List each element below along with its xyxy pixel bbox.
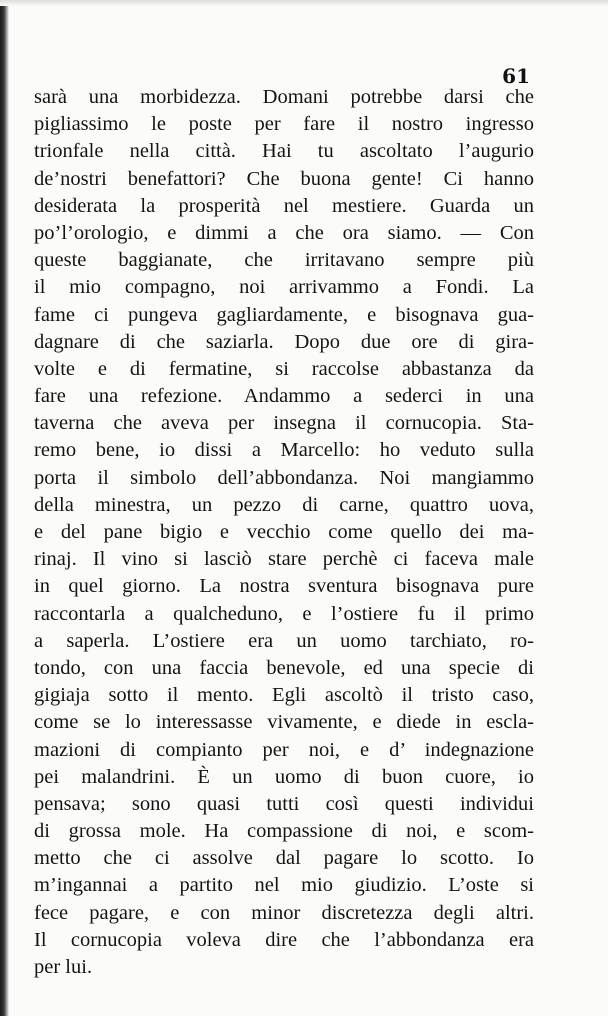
text-line: tondo, con una faccia benevole, ed una specie di — [34, 656, 534, 679]
text-line: rinaj. Il vino si lasciò stare perchè ci faceva male — [34, 548, 534, 571]
text-line: sarà una morbidezza. Domani potrebbe darsi che — [34, 86, 534, 108]
top-edge — [0, 0, 608, 6]
text-line: desiderata la prosperità nel mestiere. Guarda un — [34, 194, 534, 217]
text-line: de’nostri benefattori? Che buona gente! Ci hanno — [34, 167, 534, 190]
text-line: taverna che aveva per insegna il cornucopia. Sta- — [34, 412, 534, 435]
text-line: pigliassimo le poste per fare il nostro ingresso — [34, 113, 534, 136]
text-line: a saperla. L’ostiere era un uomo tarchiato, ro- — [34, 629, 534, 652]
text-line: il mio compagno, noi arrivammo a Fondi. La — [34, 276, 534, 299]
text-line: po’l’orologio, e dimmi a che ora siamo. — Con — [34, 221, 534, 244]
binding-edge — [0, 0, 9, 1016]
text-line: porta il simbolo dell’abbondanza. Noi mangiammo — [34, 466, 534, 489]
text-line: remo bene, io dissi a Marcello: ho veduto sulla — [34, 439, 534, 462]
text-line: gigiaja sotto il mento. Egli ascoltò il tristo caso, — [34, 684, 534, 707]
text-line: raccontarla a qualcheduno, e l’ostiere fu il primo — [34, 602, 534, 625]
text-line: Il cornucopia voleva dire che l’abbondanza era — [34, 928, 534, 951]
text-line: pei malandrini. È un uomo di buon cuore, io — [34, 765, 534, 788]
text-line: per lui. — [34, 956, 93, 978]
text-line: fame ci pungeva gagliardamente, e bisognava gua- — [34, 303, 534, 326]
text-line: mazioni di compianto per noi, e d’ indegnazione — [34, 738, 534, 761]
text-line: volte e di fermatine, si raccolse abbastanza da — [34, 357, 534, 380]
text-line: fare una refezione. Andammo a sederci in una — [34, 385, 534, 408]
text-line: come se lo interessasse vivamente, e diede in escla- — [34, 711, 534, 734]
body-text — [34, 84, 534, 981]
text-line: dagnare di che saziarla. Dopo due ore di gira- — [34, 330, 534, 353]
text-line: metto che ci assolve dal pagare lo scotto. Io — [34, 847, 534, 870]
text-line: di grossa mole. Ha compassione di noi, e scom- — [34, 820, 534, 843]
text-line: m’ingannai a partito nel mio giudizio. L’oste si — [34, 874, 534, 897]
page-number: 61 — [502, 64, 530, 88]
text-line: fece pagare, e con minor discretezza degli altri. — [34, 901, 534, 924]
text-line: e del pane bigio e vecchio come quello dei ma- — [34, 521, 534, 543]
text-line: trionfale nella città. Hai tu ascoltato l’augurio — [34, 140, 534, 163]
text-line: queste baggianate, che irritavano sempre più — [34, 249, 534, 272]
text-line: in quel giorno. La nostra sventura bisognava pure — [34, 575, 534, 598]
text-line: della minestra, un pezzo di carne, quattro uova, — [34, 493, 534, 516]
text-line: pensava; sono quasi tutti così questi individui — [34, 792, 534, 815]
